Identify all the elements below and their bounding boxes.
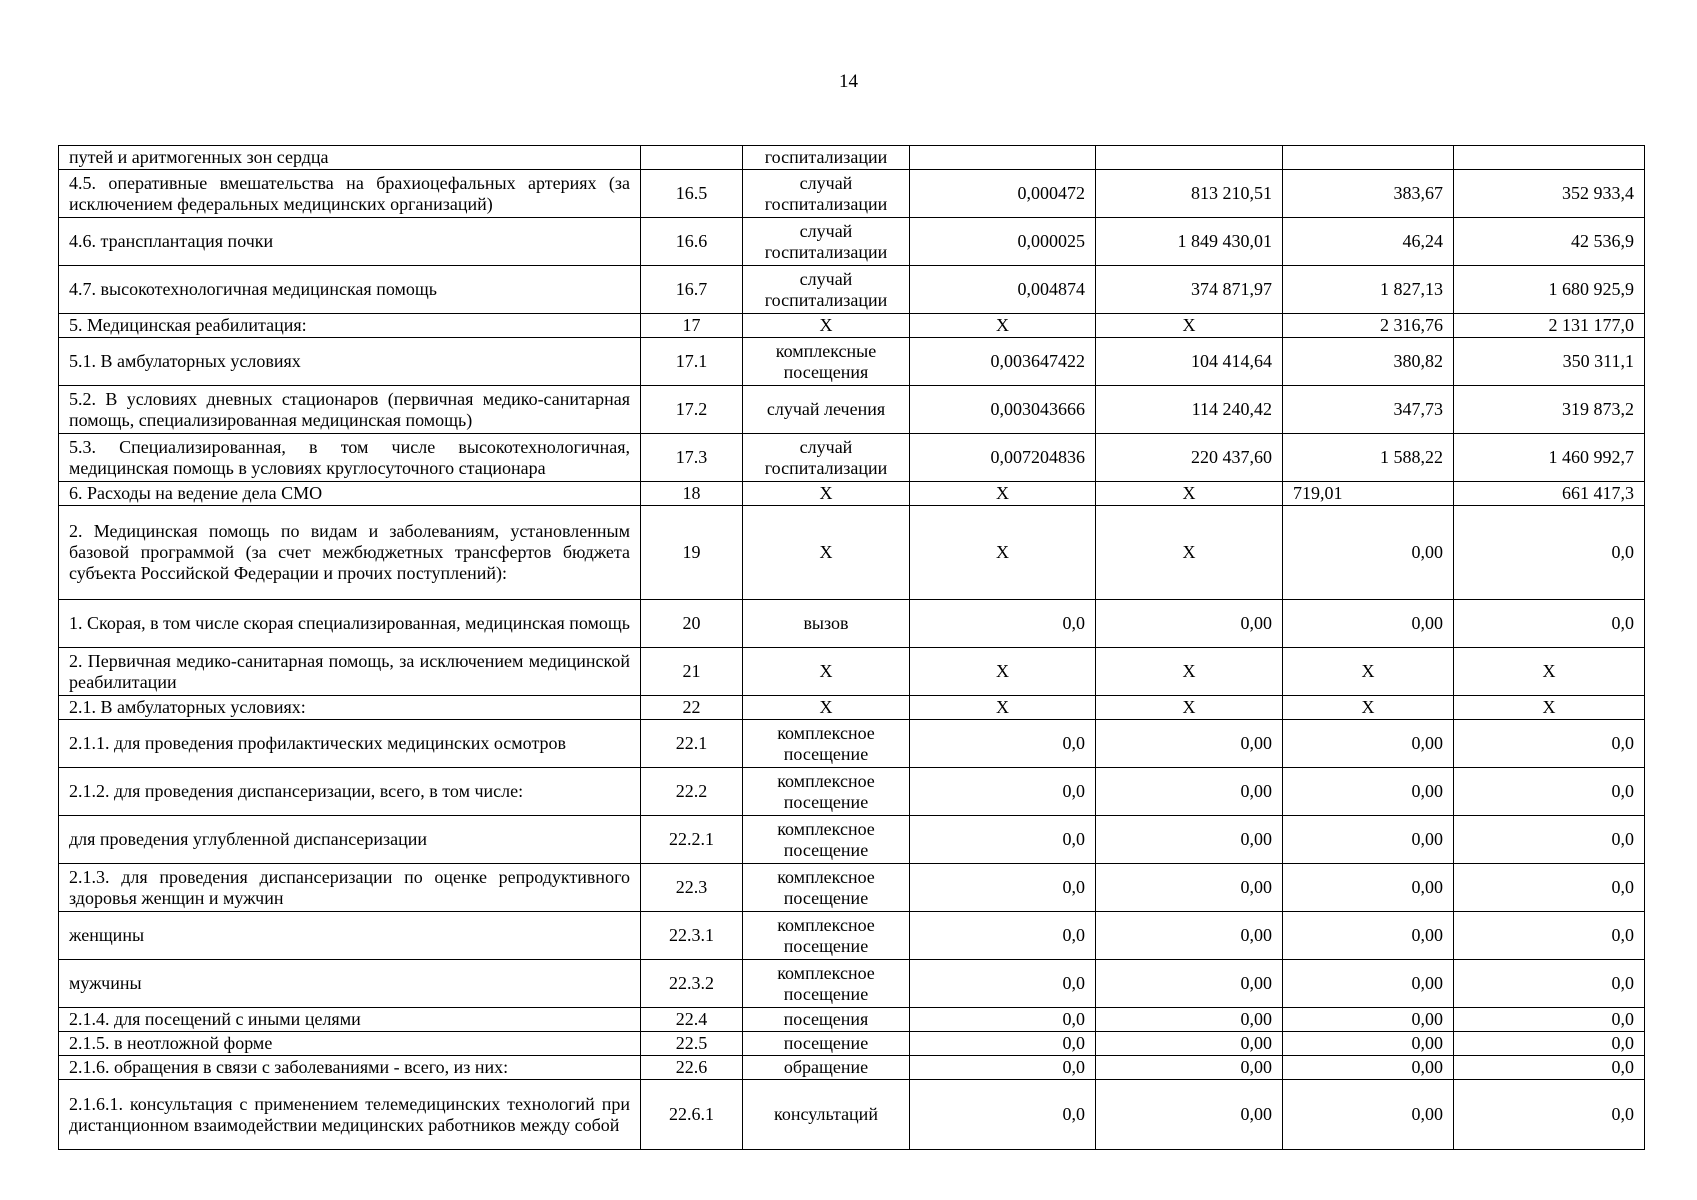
row-standard-cost-cell: 0,00 (1096, 720, 1283, 768)
row-unit-cell: случай лечения (743, 386, 910, 434)
row-standard-volume-cell: Х (910, 314, 1096, 338)
row-total-cell: 1 680 925,9 (1454, 266, 1645, 314)
row-standard-cost-cell: Х (1096, 482, 1283, 506)
table-row (59, 600, 1645, 648)
row-code-cell: 21 (641, 648, 743, 696)
row-total-cell: 352 933,4 (1454, 170, 1645, 218)
table-row (59, 648, 1645, 696)
row-name-cell: 4.7. высокотехнологичная медицинская помощь (59, 266, 641, 314)
table-row (59, 338, 1645, 386)
row-standard-cost-cell: 114 240,42 (1096, 386, 1283, 434)
row-name-cell: 2.1.5. в неотложной форме (59, 1032, 641, 1056)
row-unit-cell: Х (743, 506, 910, 600)
row-standard-volume-cell: Х (910, 696, 1096, 720)
table-body (59, 146, 1645, 1150)
row-per-capita-cell: 1 588,22 (1283, 434, 1454, 482)
table-row (59, 170, 1645, 218)
row-standard-volume-cell: 0,0 (910, 720, 1096, 768)
row-total-cell: 0,0 (1454, 768, 1645, 816)
row-unit-cell: комплексное посещение (743, 720, 910, 768)
row-unit-cell: посещения (743, 1008, 910, 1032)
row-name-cell: 2.1.2. для проведения диспансеризации, всего, в том числе: (59, 768, 641, 816)
table-row (59, 434, 1645, 482)
row-code-cell: 22.3 (641, 864, 743, 912)
row-standard-cost-cell: 0,00 (1096, 768, 1283, 816)
row-unit-cell: комплексное посещение (743, 768, 910, 816)
row-unit-cell: Х (743, 648, 910, 696)
row-code-cell: 16.7 (641, 266, 743, 314)
row-total-cell: 0,0 (1454, 1008, 1645, 1032)
row-unit-cell: консультаций (743, 1080, 910, 1150)
table-row (59, 768, 1645, 816)
row-name-cell: для проведения углубленной диспансеризации (59, 816, 641, 864)
row-standard-volume-cell: 0,000472 (910, 170, 1096, 218)
row-name-cell: женщины (59, 912, 641, 960)
row-standard-volume-cell: 0,004874 (910, 266, 1096, 314)
row-standard-volume-cell: 0,0 (910, 1032, 1096, 1056)
row-code-cell: 18 (641, 482, 743, 506)
row-total-cell: 0,0 (1454, 960, 1645, 1008)
row-unit-cell: посещение (743, 1032, 910, 1056)
row-unit-cell: комплексное посещение (743, 912, 910, 960)
row-standard-cost-cell: 0,00 (1096, 864, 1283, 912)
row-code-cell: 22.4 (641, 1008, 743, 1032)
row-standard-volume-cell: 0,007204836 (910, 434, 1096, 482)
row-standard-cost-cell: 813 210,51 (1096, 170, 1283, 218)
row-code-cell: 22.6.1 (641, 1080, 743, 1150)
row-standard-volume-cell: 0,0 (910, 1056, 1096, 1080)
row-total-cell: 0,0 (1454, 600, 1645, 648)
row-unit-cell: Х (743, 314, 910, 338)
row-standard-cost-cell: 0,00 (1096, 816, 1283, 864)
row-code-cell: 20 (641, 600, 743, 648)
row-code-cell (641, 146, 743, 170)
row-unit-cell: комплексное посещение (743, 864, 910, 912)
row-per-capita-cell: 0,00 (1283, 768, 1454, 816)
row-code-cell: 17.2 (641, 386, 743, 434)
row-unit-cell: комплексное посещение (743, 960, 910, 1008)
row-name-cell: 4.6. трансплантация почки (59, 218, 641, 266)
table-row (59, 218, 1645, 266)
row-code-cell: 22.3.1 (641, 912, 743, 960)
row-standard-cost-cell: Х (1096, 506, 1283, 600)
table-row (59, 1008, 1645, 1032)
row-code-cell: 22.3.2 (641, 960, 743, 1008)
row-per-capita-cell: 0,00 (1283, 960, 1454, 1008)
row-per-capita-cell: Х (1283, 648, 1454, 696)
row-total-cell: Х (1454, 648, 1645, 696)
row-unit-cell: Х (743, 696, 910, 720)
row-standard-cost-cell: 0,00 (1096, 600, 1283, 648)
row-name-cell: мужчины (59, 960, 641, 1008)
row-total-cell: 1 460 992,7 (1454, 434, 1645, 482)
row-per-capita-cell (1283, 146, 1454, 170)
table-row (59, 1056, 1645, 1080)
row-standard-cost-cell: 1 849 430,01 (1096, 218, 1283, 266)
row-total-cell: 0,0 (1454, 720, 1645, 768)
row-standard-cost-cell: 0,00 (1096, 912, 1283, 960)
row-name-cell: 5.2. В условиях дневных стационаров (первичная медико-санитарная помощь, специализированная медицинская помощь) (59, 386, 641, 434)
row-total-cell: 42 536,9 (1454, 218, 1645, 266)
row-name-cell: 2.1.4. для посещений с иными целями (59, 1008, 641, 1032)
row-unit-cell: вызов (743, 600, 910, 648)
row-name-cell: 4.5. оперативные вмешательства на брахиоцефальных артериях (за исключением федеральных медицинских организаций) (59, 170, 641, 218)
row-code-cell: 16.6 (641, 218, 743, 266)
row-name-cell: путей и аритмогенных зон сердца (59, 146, 641, 170)
row-unit-cell: случай госпитализации (743, 170, 910, 218)
row-per-capita-cell: 347,73 (1283, 386, 1454, 434)
row-per-capita-cell: 0,00 (1283, 1056, 1454, 1080)
row-total-cell: 0,0 (1454, 912, 1645, 960)
row-code-cell: 16.5 (641, 170, 743, 218)
row-per-capita-cell: 383,67 (1283, 170, 1454, 218)
row-per-capita-cell: 719,01 (1283, 482, 1454, 506)
row-code-cell: 22.1 (641, 720, 743, 768)
row-name-cell: 5.1. В амбулаторных условиях (59, 338, 641, 386)
row-name-cell: 2.1.6. обращения в связи с заболеваниями - всего, из них: (59, 1056, 641, 1080)
row-per-capita-cell: 380,82 (1283, 338, 1454, 386)
row-name-cell: 5. Медицинская реабилитация: (59, 314, 641, 338)
row-total-cell (1454, 146, 1645, 170)
row-standard-volume-cell: Х (910, 506, 1096, 600)
row-code-cell: 17.3 (641, 434, 743, 482)
row-total-cell: 0,0 (1454, 1080, 1645, 1150)
row-per-capita-cell: 0,00 (1283, 720, 1454, 768)
row-name-cell: 1. Скорая, в том числе скорая специализированная, медицинская помощь (59, 600, 641, 648)
row-standard-volume-cell: 0,0 (910, 600, 1096, 648)
row-per-capita-cell: 0,00 (1283, 864, 1454, 912)
row-per-capita-cell: 0,00 (1283, 1032, 1454, 1056)
row-standard-volume-cell: Х (910, 648, 1096, 696)
row-per-capita-cell: 0,00 (1283, 816, 1454, 864)
page-number: 14 (839, 71, 858, 92)
row-per-capita-cell: Х (1283, 696, 1454, 720)
row-total-cell: Х (1454, 696, 1645, 720)
row-total-cell: 661 417,3 (1454, 482, 1645, 506)
table-row (59, 720, 1645, 768)
row-standard-volume-cell: 0,0 (910, 960, 1096, 1008)
financing-table (58, 145, 1645, 1150)
row-total-cell: 319 873,2 (1454, 386, 1645, 434)
row-unit-cell: Х (743, 482, 910, 506)
row-standard-cost-cell: Х (1096, 696, 1283, 720)
row-standard-volume-cell: 0,0 (910, 1080, 1096, 1150)
row-code-cell: 22.2 (641, 768, 743, 816)
row-standard-cost-cell: 0,00 (1096, 1032, 1283, 1056)
table-row (59, 506, 1645, 600)
table-row (59, 960, 1645, 1008)
row-total-cell: 0,0 (1454, 506, 1645, 600)
row-per-capita-cell: 0,00 (1283, 506, 1454, 600)
row-name-cell: 6. Расходы на ведение дела СМО (59, 482, 641, 506)
row-total-cell: 0,0 (1454, 864, 1645, 912)
table-row (59, 912, 1645, 960)
row-unit-cell: случай госпитализации (743, 218, 910, 266)
row-per-capita-cell: 0,00 (1283, 1080, 1454, 1150)
row-per-capita-cell: 1 827,13 (1283, 266, 1454, 314)
row-standard-volume-cell: 0,0 (910, 1008, 1096, 1032)
table-row (59, 816, 1645, 864)
row-standard-cost-cell: Х (1096, 314, 1283, 338)
row-per-capita-cell: 0,00 (1283, 912, 1454, 960)
row-standard-cost-cell: 220 437,60 (1096, 434, 1283, 482)
table-row (59, 314, 1645, 338)
table-row (59, 864, 1645, 912)
row-standard-cost-cell: 0,00 (1096, 960, 1283, 1008)
table-row (59, 696, 1645, 720)
row-standard-cost-cell: Х (1096, 648, 1283, 696)
row-code-cell: 22 (641, 696, 743, 720)
row-standard-volume-cell: 0,000025 (910, 218, 1096, 266)
row-standard-volume-cell (910, 146, 1096, 170)
row-standard-volume-cell: 0,0 (910, 864, 1096, 912)
table-row (59, 482, 1645, 506)
row-standard-volume-cell: 0,0 (910, 768, 1096, 816)
row-standard-cost-cell: 0,00 (1096, 1056, 1283, 1080)
row-unit-cell: комплексное посещение (743, 816, 910, 864)
row-standard-cost-cell: 0,00 (1096, 1008, 1283, 1032)
row-unit-cell: случай госпитализации (743, 266, 910, 314)
row-name-cell: 2. Первичная медико-санитарная помощь, за исключением медицинской реабилитации (59, 648, 641, 696)
table-row (59, 146, 1645, 170)
row-standard-cost-cell (1096, 146, 1283, 170)
row-unit-cell: случай госпитализации (743, 434, 910, 482)
row-total-cell: 0,0 (1454, 1032, 1645, 1056)
row-per-capita-cell: 0,00 (1283, 1008, 1454, 1032)
row-code-cell: 22.6 (641, 1056, 743, 1080)
row-standard-volume-cell: 0,0 (910, 816, 1096, 864)
row-standard-volume-cell: 0,0 (910, 912, 1096, 960)
row-standard-cost-cell: 104 414,64 (1096, 338, 1283, 386)
row-per-capita-cell: 46,24 (1283, 218, 1454, 266)
row-standard-volume-cell: 0,003647422 (910, 338, 1096, 386)
row-per-capita-cell: 2 316,76 (1283, 314, 1454, 338)
row-name-cell: 5.3. Специализированная, в том числе высокотехнологичная, медицинская помощь в условиях круглосуточного стационара (59, 434, 641, 482)
row-total-cell: 0,0 (1454, 1056, 1645, 1080)
row-code-cell: 22.2.1 (641, 816, 743, 864)
row-name-cell: 2.1. В амбулаторных условиях: (59, 696, 641, 720)
row-unit-cell: госпитализации (743, 146, 910, 170)
row-code-cell: 22.5 (641, 1032, 743, 1056)
row-code-cell: 17.1 (641, 338, 743, 386)
row-name-cell: 2. Медицинская помощь по видам и заболеваниям, установленным базовой программой (за счет межбюджетных трансфертов бюджета субъекта Российской Федерации и прочих поступлений): (59, 506, 641, 600)
row-name-cell: 2.1.6.1. консультация с применением телемедицинских технологий при дистанционном взаимодействии медицинских работников между собой (59, 1080, 641, 1150)
row-code-cell: 19 (641, 506, 743, 600)
table-row (59, 1080, 1645, 1150)
table-row (59, 386, 1645, 434)
row-standard-cost-cell: 0,00 (1096, 1080, 1283, 1150)
row-name-cell: 2.1.3. для проведения диспансеризации по оценке репродуктивного здоровья женщин и мужчин (59, 864, 641, 912)
table-row (59, 266, 1645, 314)
row-per-capita-cell: 0,00 (1283, 600, 1454, 648)
row-code-cell: 17 (641, 314, 743, 338)
row-total-cell: 350 311,1 (1454, 338, 1645, 386)
row-standard-volume-cell: Х (910, 482, 1096, 506)
row-name-cell: 2.1.1. для проведения профилактических медицинских осмотров (59, 720, 641, 768)
row-standard-cost-cell: 374 871,97 (1096, 266, 1283, 314)
row-total-cell: 2 131 177,0 (1454, 314, 1645, 338)
table-row (59, 1032, 1645, 1056)
row-standard-volume-cell: 0,003043666 (910, 386, 1096, 434)
row-total-cell: 0,0 (1454, 816, 1645, 864)
row-unit-cell: обращение (743, 1056, 910, 1080)
row-unit-cell: комплексные посещения (743, 338, 910, 386)
